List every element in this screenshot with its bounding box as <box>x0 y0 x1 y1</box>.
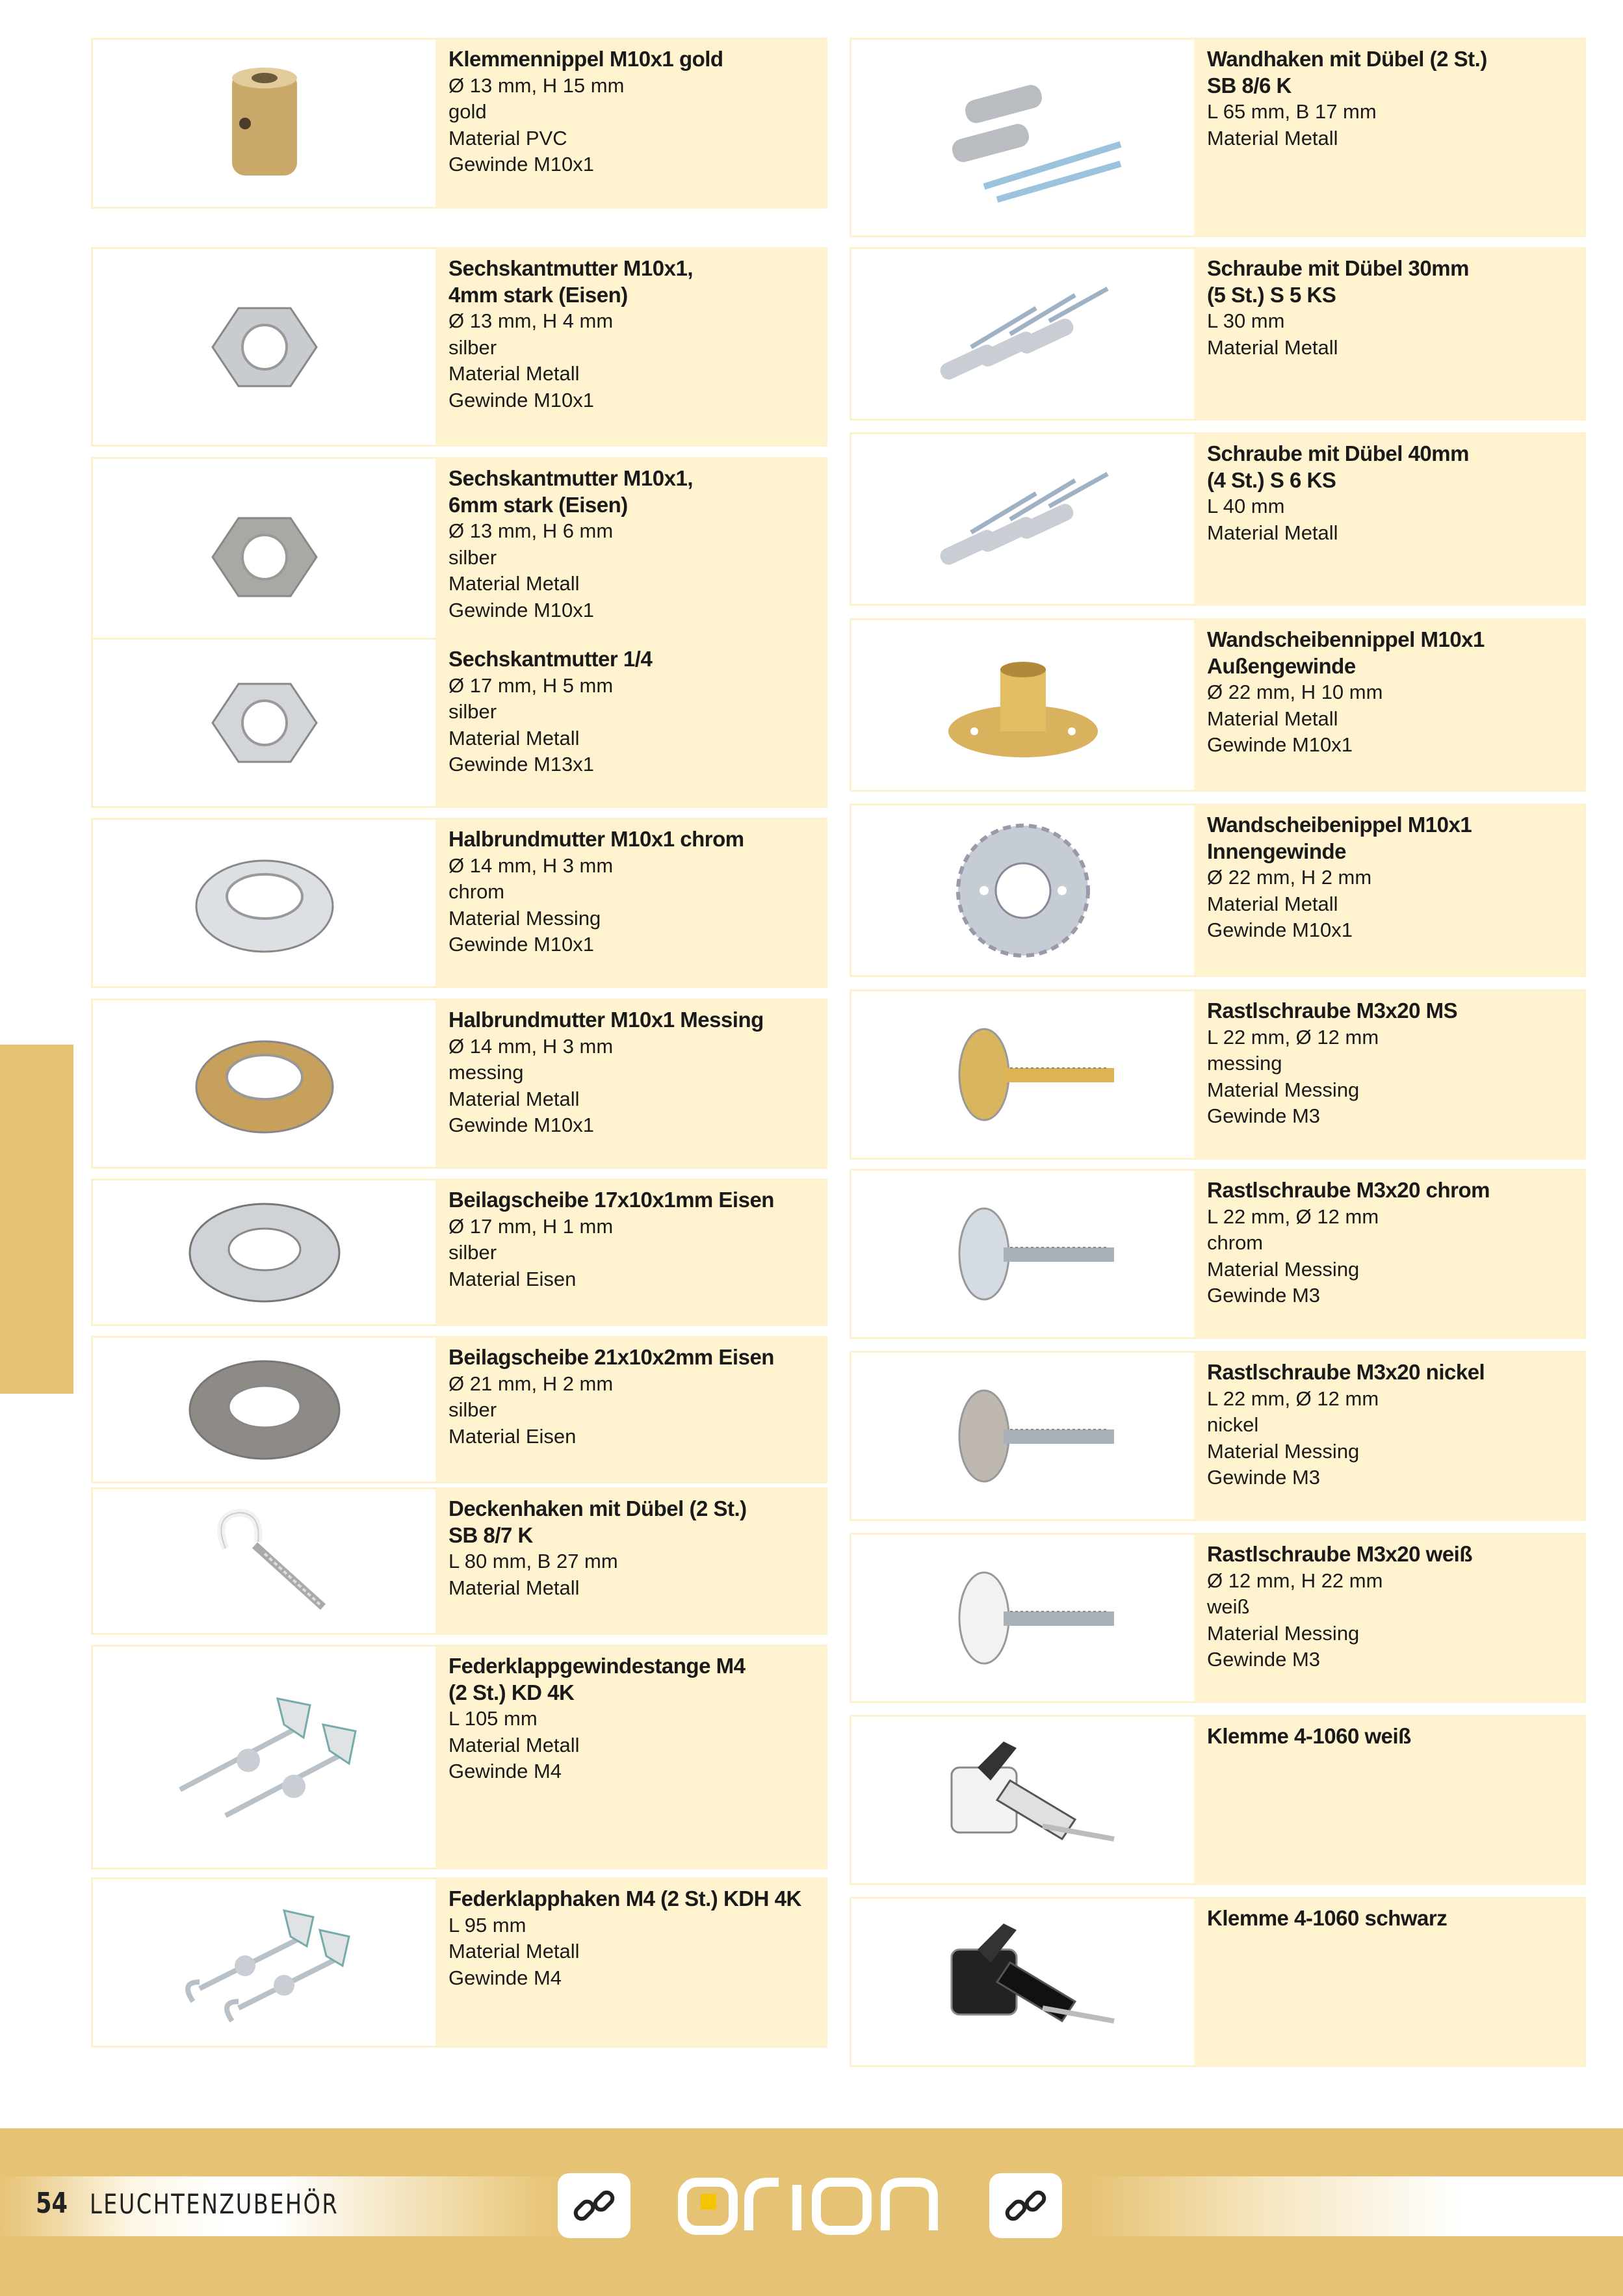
product-title: Wandhaken mit Dübel (2 St.) <box>1207 47 1487 71</box>
product-spec: Ø 21 mm, H 2 mm <box>448 1372 614 1395</box>
product-card <box>91 818 827 988</box>
brand-name: orion <box>676 2168 678 2169</box>
product-spec: Gewinde M10x1 <box>448 933 595 956</box>
product-details <box>435 1879 825 2046</box>
product-card <box>91 1179 827 1326</box>
product-image <box>93 1489 435 1633</box>
product-spec: Gewinde M10x1 <box>1207 919 1353 941</box>
product-image <box>851 249 1194 419</box>
product-spec: Gewinde M10x1 <box>1207 733 1353 756</box>
product-title: Sechskantmutter 1/4 <box>448 647 653 671</box>
product-image <box>93 1647 435 1868</box>
product-title: Wandscheibennippel M10x1 <box>1207 627 1485 651</box>
product-title: Halbrundmutter M10x1 Messing <box>448 1008 764 1032</box>
brand-logo <box>676 2168 949 2239</box>
product-spec: Material Metall <box>448 362 580 385</box>
product-image <box>93 1000 435 1167</box>
product-spec: Material Metall <box>1207 707 1338 730</box>
product-details <box>1194 991 1584 1158</box>
product-spec: silber <box>448 700 497 723</box>
ceiling-hook-icon <box>154 1490 375 1633</box>
product-card <box>850 1169 1586 1339</box>
washer-icon <box>154 1181 375 1324</box>
product-spec: Ø 13 mm, H 6 mm <box>448 519 614 542</box>
product-spec: Material PVC <box>448 126 567 150</box>
product-image <box>851 805 1194 975</box>
screw-dowel-icon <box>913 448 1134 591</box>
product-spec: Material Messing <box>448 906 601 930</box>
hex-nut-icon <box>154 651 375 794</box>
product-image <box>851 620 1194 790</box>
product-details <box>435 249 825 445</box>
product-spec: L 65 mm, B 17 mm <box>1207 100 1377 123</box>
product-spec: silber <box>448 335 497 359</box>
product-card <box>850 1897 1586 2067</box>
hex-nut-icon <box>154 276 375 419</box>
product-card <box>850 618 1586 792</box>
product-image <box>851 1353 1194 1519</box>
product-title: Sechskantmutter M10x1, <box>448 466 693 490</box>
product-spec: Material Metall <box>448 1576 580 1599</box>
product-card <box>91 1487 827 1635</box>
product-title: SB 8/7 K <box>448 1522 533 1547</box>
product-title: (4 St.) S 6 KS <box>1207 467 1336 492</box>
product-title: Rastlschraube M3x20 nickel <box>1207 1360 1485 1384</box>
product-spec: L 40 mm <box>1207 495 1285 517</box>
product-spec: L 95 mm <box>448 1913 526 1937</box>
product-details <box>1194 1535 1584 1701</box>
product-spec: Gewinde M13x1 <box>448 753 595 776</box>
product-title: Sechskantmutter M10x1, <box>448 256 693 280</box>
product-details <box>435 1181 825 1324</box>
product-details <box>435 640 825 806</box>
product-title: Außengewinde <box>1207 653 1356 678</box>
product-image <box>93 640 435 806</box>
product-spec: Ø 14 mm, H 3 mm <box>448 1034 614 1058</box>
product-spec: Gewinde M10x1 <box>448 598 595 621</box>
product-spec: Gewinde M3 <box>1207 1284 1321 1307</box>
product-card <box>850 1351 1586 1521</box>
product-card <box>850 247 1586 421</box>
product-spec: Ø 22 mm, H 2 mm <box>1207 866 1372 889</box>
product-card <box>91 1877 827 2048</box>
product-spec: Material Metall <box>1207 892 1338 915</box>
product-image <box>851 991 1194 1158</box>
product-image <box>93 459 435 655</box>
product-title: Schraube mit Dübel 30mm <box>1207 256 1469 280</box>
chain-link-icon <box>989 2173 1062 2238</box>
product-image <box>93 1338 435 1481</box>
product-spec: Material Metall <box>448 1087 580 1110</box>
product-image <box>851 1899 1194 2065</box>
product-card <box>850 1533 1586 1703</box>
product-card <box>850 989 1586 1160</box>
product-spec: Ø 13 mm, H 15 mm <box>448 73 625 97</box>
product-details <box>435 459 825 655</box>
product-spec: silber <box>448 1398 497 1421</box>
product-card <box>91 1645 827 1870</box>
product-card <box>91 1336 827 1483</box>
round-nut-icon <box>154 1012 375 1155</box>
sidebar-color-tab <box>0 1045 73 1394</box>
product-title: Wandscheibenippel M10x1 <box>1207 813 1472 837</box>
product-image <box>851 1717 1194 1883</box>
product-spec: chrom <box>448 880 505 903</box>
product-card <box>91 457 827 657</box>
product-spec: L 22 mm, Ø 12 mm <box>1207 1025 1379 1049</box>
product-title: (2 St.) KD 4K <box>448 1680 575 1704</box>
product-title: Federklapphaken M4 (2 St.) KDH 4K <box>448 1886 801 1911</box>
product-details <box>435 1489 825 1633</box>
product-image <box>93 820 435 986</box>
product-spec: Gewinde M10x1 <box>448 153 595 176</box>
thumb-screw-icon <box>913 1546 1134 1689</box>
product-image <box>93 1879 435 2046</box>
product-details <box>435 1000 825 1167</box>
product-card <box>91 38 827 209</box>
product-spec: Ø 17 mm, H 5 mm <box>448 673 614 697</box>
product-card <box>91 998 827 1169</box>
product-spec: Gewinde M4 <box>448 1966 562 1989</box>
product-spec: L 80 mm, B 27 mm <box>448 1550 618 1572</box>
product-image <box>851 1535 1194 1701</box>
product-title: Schraube mit Dübel 40mm <box>1207 441 1469 465</box>
product-spec: messing <box>1207 1052 1282 1075</box>
product-title: Federklappgewindestange M4 <box>448 1654 746 1678</box>
product-image <box>93 1181 435 1324</box>
product-spec: Gewinde M10x1 <box>448 1114 595 1136</box>
product-title: Rastlschraube M3x20 weiß <box>1207 1542 1473 1566</box>
product-spec: Gewinde M3 <box>1207 1648 1321 1671</box>
wall-hook-dowel-icon <box>913 66 1134 209</box>
product-image <box>93 249 435 445</box>
product-spec: Material Messing <box>1207 1078 1360 1101</box>
product-details <box>1194 620 1584 790</box>
product-title: Innengewinde <box>1207 839 1347 863</box>
product-spec: L 22 mm, Ø 12 mm <box>1207 1387 1379 1410</box>
product-details <box>1194 1353 1584 1519</box>
product-spec: Material Metall <box>1207 521 1338 544</box>
product-title: 4mm stark (Eisen) <box>448 282 628 307</box>
hex-nut-icon <box>154 486 375 629</box>
round-nut-icon <box>154 831 375 974</box>
toggle-bolt-icon <box>154 1686 375 1829</box>
section-title: LEUCHTENZUBEHÖR <box>90 2188 339 2220</box>
chain-link-icon <box>558 2173 630 2238</box>
product-spec: Material Metall <box>448 1940 580 1963</box>
product-spec: silber <box>448 1241 497 1264</box>
product-spec: Material Metall <box>1207 126 1338 150</box>
product-title: Halbrundmutter M10x1 chrom <box>448 827 744 851</box>
product-spec: Ø 17 mm, H 1 mm <box>448 1214 614 1238</box>
product-image <box>851 1171 1194 1337</box>
wall-disc-nipple-icon <box>913 634 1134 777</box>
product-spec: weiß <box>1207 1595 1250 1618</box>
product-image <box>93 40 435 207</box>
serrated-washer-icon <box>913 819 1134 962</box>
cylinder-nipple-icon <box>154 52 375 195</box>
product-spec: Material Metall <box>448 572 580 595</box>
product-title: Deckenhaken mit Dübel (2 St.) <box>448 1496 747 1520</box>
product-title: Klemme 4-1060 schwarz <box>1207 1906 1448 1930</box>
product-card <box>850 432 1586 606</box>
product-spec: L 30 mm <box>1207 309 1285 332</box>
product-spec: chrom <box>1207 1231 1264 1254</box>
product-details <box>1194 434 1584 604</box>
product-spec: Material Messing <box>1207 1621 1360 1645</box>
product-details <box>1194 805 1584 975</box>
clamp-icon <box>913 1911 1134 2054</box>
product-title: Beilagscheibe 17x10x1mm Eisen <box>448 1188 774 1212</box>
product-title: Rastlschraube M3x20 MS <box>1207 998 1458 1023</box>
product-title: Rastlschraube M3x20 chrom <box>1207 1178 1490 1202</box>
product-spec: Ø 14 mm, H 3 mm <box>448 854 614 877</box>
product-card <box>91 638 827 808</box>
toggle-hook-icon <box>154 1891 375 2034</box>
product-details <box>435 1647 825 1868</box>
product-title: 6mm stark (Eisen) <box>448 492 628 517</box>
product-details <box>1194 1899 1584 2065</box>
washer-icon <box>154 1338 375 1481</box>
product-spec: Gewinde M3 <box>1207 1466 1321 1489</box>
product-title: Klemmennippel M10x1 gold <box>448 47 723 71</box>
product-spec: Material Metall <box>448 726 580 750</box>
product-title: SB 8/6 K <box>1207 73 1292 98</box>
clamp-icon <box>913 1729 1134 1872</box>
product-title: Klemme 4-1060 weiß <box>1207 1724 1411 1748</box>
product-card <box>850 38 1586 237</box>
product-spec: messing <box>448 1061 524 1084</box>
product-spec: Material Metall <box>448 1733 580 1756</box>
product-details <box>1194 40 1584 235</box>
product-spec: silber <box>448 545 497 569</box>
product-spec: gold <box>448 100 487 123</box>
product-title: Beilagscheibe 21x10x2mm Eisen <box>448 1345 774 1369</box>
product-spec: Ø 13 mm, H 4 mm <box>448 309 614 332</box>
product-title: (5 St.) S 5 KS <box>1207 282 1336 307</box>
thumb-screw-icon <box>913 1003 1134 1146</box>
product-details <box>435 40 825 207</box>
page-number: 54 <box>36 2187 68 2220</box>
product-spec: Material Eisen <box>448 1424 577 1448</box>
product-spec: nickel <box>1207 1413 1259 1436</box>
product-spec: Gewinde M3 <box>1207 1104 1321 1127</box>
product-spec: Material Messing <box>1207 1257 1360 1281</box>
screw-dowel-icon <box>913 263 1134 406</box>
thumb-screw-icon <box>913 1364 1134 1507</box>
product-details <box>435 1338 825 1481</box>
product-spec: Ø 22 mm, H 10 mm <box>1207 681 1383 703</box>
product-details <box>1194 1717 1584 1883</box>
product-card <box>850 1715 1586 1885</box>
product-spec: Gewinde M4 <box>448 1760 562 1782</box>
product-details <box>1194 1171 1584 1337</box>
product-spec: Material Messing <box>1207 1439 1360 1463</box>
thumb-screw-icon <box>913 1182 1134 1325</box>
product-card <box>850 803 1586 977</box>
product-details <box>435 820 825 986</box>
product-spec: Gewinde M10x1 <box>448 388 595 411</box>
product-spec: Material Metall <box>1207 335 1338 359</box>
product-image <box>851 434 1194 604</box>
product-spec: L 22 mm, Ø 12 mm <box>1207 1205 1379 1228</box>
product-spec: L 105 mm <box>448 1707 538 1730</box>
product-details <box>1194 249 1584 419</box>
product-spec: Ø 12 mm, H 22 mm <box>1207 1569 1383 1592</box>
product-spec: Material Eisen <box>448 1267 577 1290</box>
product-image <box>851 40 1194 235</box>
product-card <box>91 247 827 447</box>
